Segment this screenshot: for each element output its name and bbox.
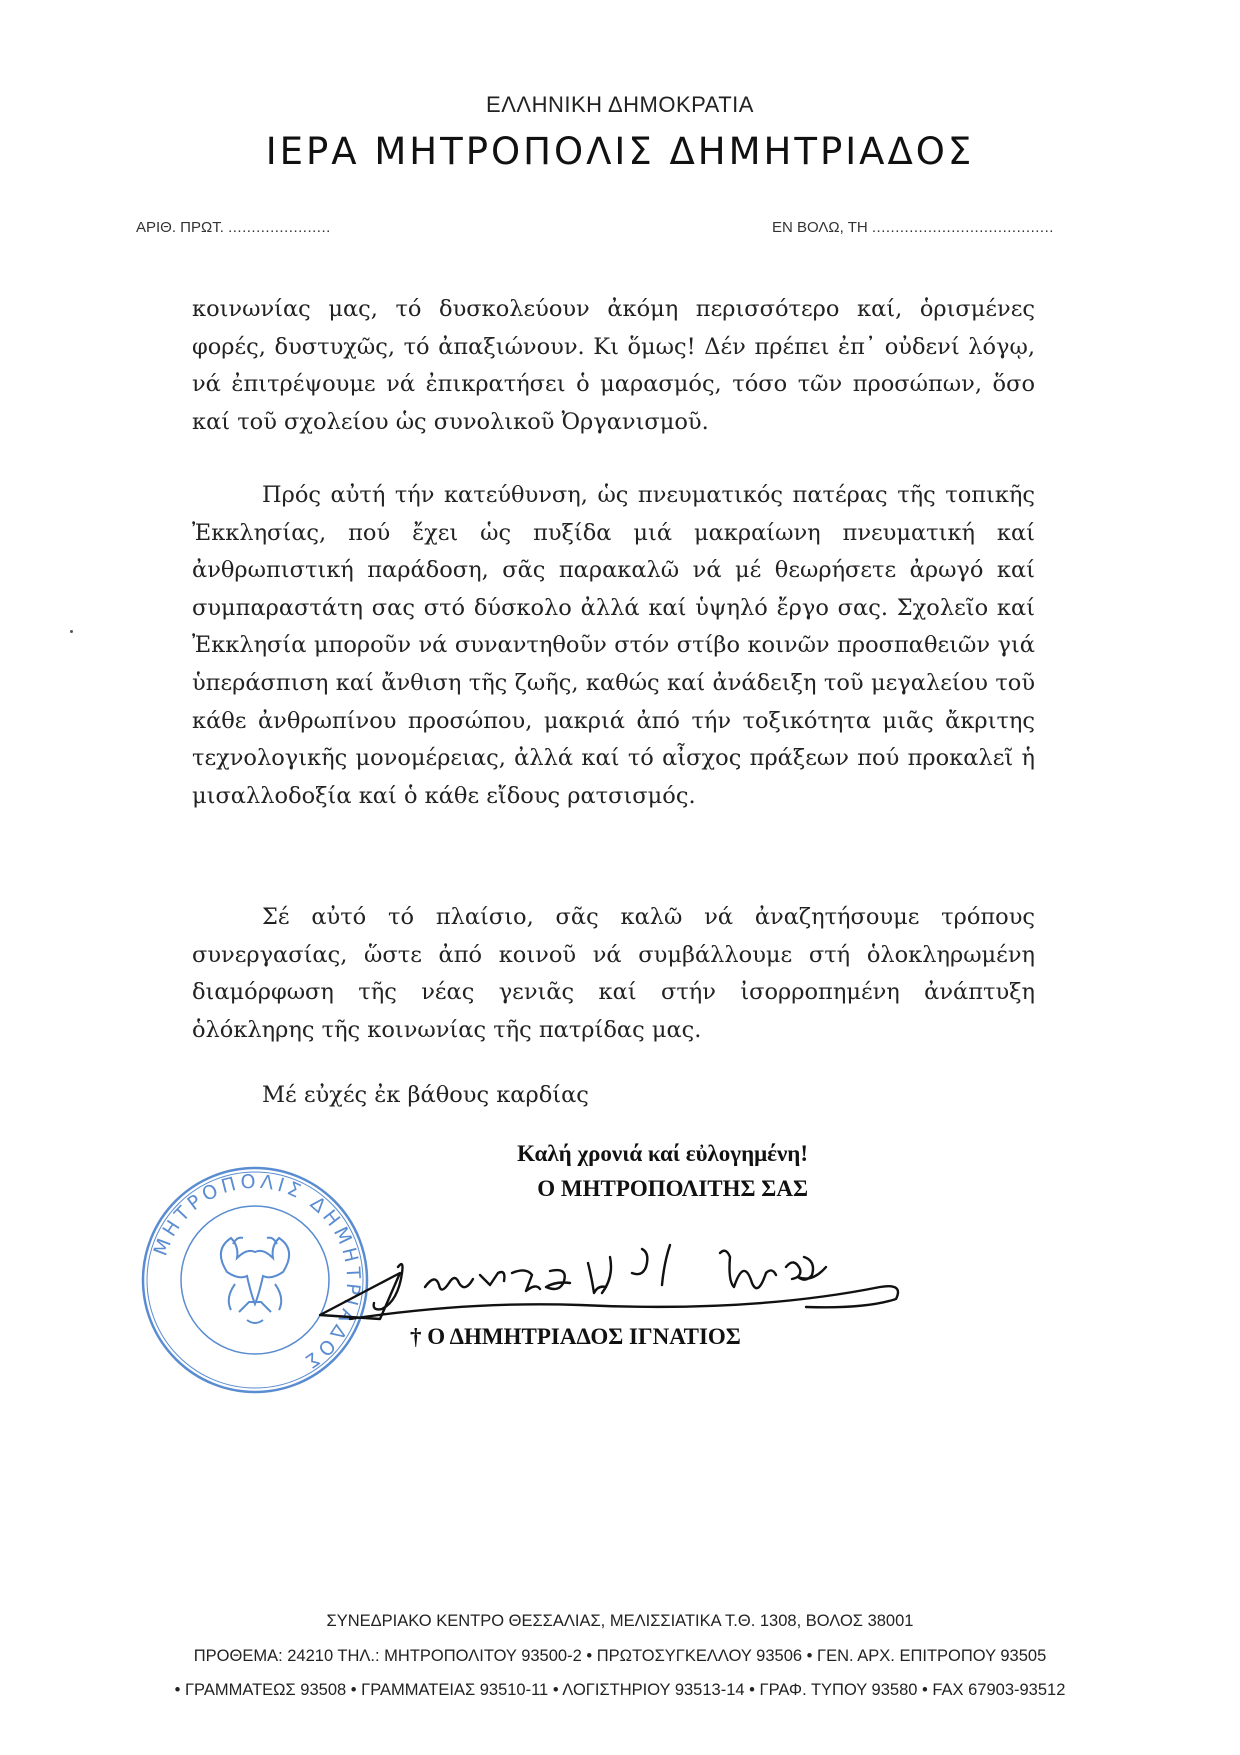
greeting-line: Μέ εὐχές ἐκ βάθους καρδίας (262, 1082, 589, 1108)
body-paragraph-3: Σέ αὐτό τό πλαίσιο, σᾶς καλῶ νά ἀναζητήσουμε τρόπους συνεργασίας, ὥστε ἀπό κοινοῦ νά συμβάλλουμε στή ὁλοκληρωμένη διαμόρφωση τῆς νέας γενιᾶς καί στήν ἰσορροπημένη ἀνάπτυξη ὁλόκληρης τῆς κοινωνίας τῆς πατρίδας μας. (192, 904, 1035, 1043)
place-date (772, 219, 1054, 236)
seal-text: ΜΗΤΡΟΠΟΛΙΣ ΔΗΜΗΤΡΙΑΔΟΣ (149, 1170, 365, 1375)
place-value: ....................................... (871, 219, 1054, 236)
footer-address: ΣΥΝΕΔΡΙΑΚΟ ΚΕΝΤΡΟ ΘΕΣΣΑΛΙΑΣ, ΜΕΛΙΣΣΙΑΤΙΚΑ Τ.Θ. 1308, ΒΟΛΟΣ 38001 (326, 1612, 914, 1630)
footer-extensions: • ΓΡΑΜΜΑΤΕΩΣ 93508 • ΓΡΑΜΜΑΤΕΙΑΣ 93510-11 • ΛΟΓΙΣΤΗΡΙΟΥ 93513-14 • ΓΡΑΦ. ΤΥΠΟΥ 93580 • FAX 67903-93512 (174, 1681, 1066, 1699)
footer-phones: ΠΡΟΘΕΜΑ: 24210 ΤΗΛ.: ΜΗΤΡΟΠΟΛΙΤΟΥ 93500-2 • ΠΡΩΤΟΣΥΓΚΕΛΛΟΥ 93506 • ΓΕΝ. ΑΡΧ. ΕΠΙΤΡΟΠΟΥ 93505 (193, 1647, 1047, 1665)
protocol-value: ...................... (228, 219, 331, 236)
protocol-label: ΑΡΙΘ. ΠΡΩΤ. (136, 219, 224, 236)
closing-title: Ο ΜΗΤΡΟΠΟΛΙΤΗΣ ΣΑΣ (537, 1176, 808, 1201)
scan-speck (70, 630, 73, 633)
metropolis-heading: ΙΕΡΑ ΜΗΤΡΟΠΟΛΙΣ ΔΗΜΗΤΡΙΑΔΟΣ (265, 130, 975, 173)
place-label: ΕΝ ΒΟΛΩ, ΤΗ (772, 219, 868, 236)
closing-wish: Καλή χρονιά καί εὐλογημένη! (517, 1141, 808, 1166)
body-paragraph-1: κοινωνίας μας, τό δυσκολεύουν ἀκόμη περισσότερο καί, ὁρισμένες φορές, δυστυχῶς, τό ἀπαξιώνουν. Κι ὅμως! Δέν πρέπει ἐπ᾽ οὐδενί λόγῳ, νά ἐπιτρέψουμε νά ἐπικρατήσει ὁ μαρασμός, τόσο τῶν προσώπων, ὅσο καί τοῦ σχολείου ὡς συνολικοῦ Ὀργανισμοῦ. (192, 296, 1035, 435)
republic-heading: ΕΛΛΗΝΙΚΗ ΔΗΜΟΚΡΑΤΙΑ (486, 92, 754, 117)
protocol-number (136, 219, 331, 236)
handwritten-signature (250, 1215, 950, 1335)
signer-name: † Ο ΔΗΜΗΤΡΙΑΔΟΣ ΙΓΝΑΤΙΟΣ (410, 1324, 741, 1349)
body-paragraph-2: Πρός αὐτή τήν κατεύθυνση, ὡς πνευματικός πατέρας τῆς τοπικῆς Ἐκκλησίας, πού ἔχει ὡς πυξίδα μιά μακραίωνη πνευματική καί ἀνθρωπιστική παράδοση, σᾶς παρακαλῶ νά μέ θεωρήσετε ἀρωγό καί συμπαραστάτη σας στό δύσκολο ἀλλά καί ὑψηλό ἔργο σας. Σχολεῖο καί Ἐκκλησία μποροῦν νά συναντηθοῦν στόν στίβο κοινῶν προσπαθειῶν γιά ὑπεράσπιση καί ἄνθιση τῆς ζωῆς, καθώς καί ἀνάδειξη τοῦ μεγαλείου τοῦ κάθε ἀνθρωπίνου προσώπου, μακριά ἀπό τήν τοξικότητα μιᾶς ἄκριτης τεχνολογικῆς μονομέρειας, ἀλλά καί τό αἶσχος πράξεων πού προκαλεῖ ἡ μισαλλοδοξία καί ὁ κάθε εἴδους ρατσισμός. (192, 482, 1035, 809)
